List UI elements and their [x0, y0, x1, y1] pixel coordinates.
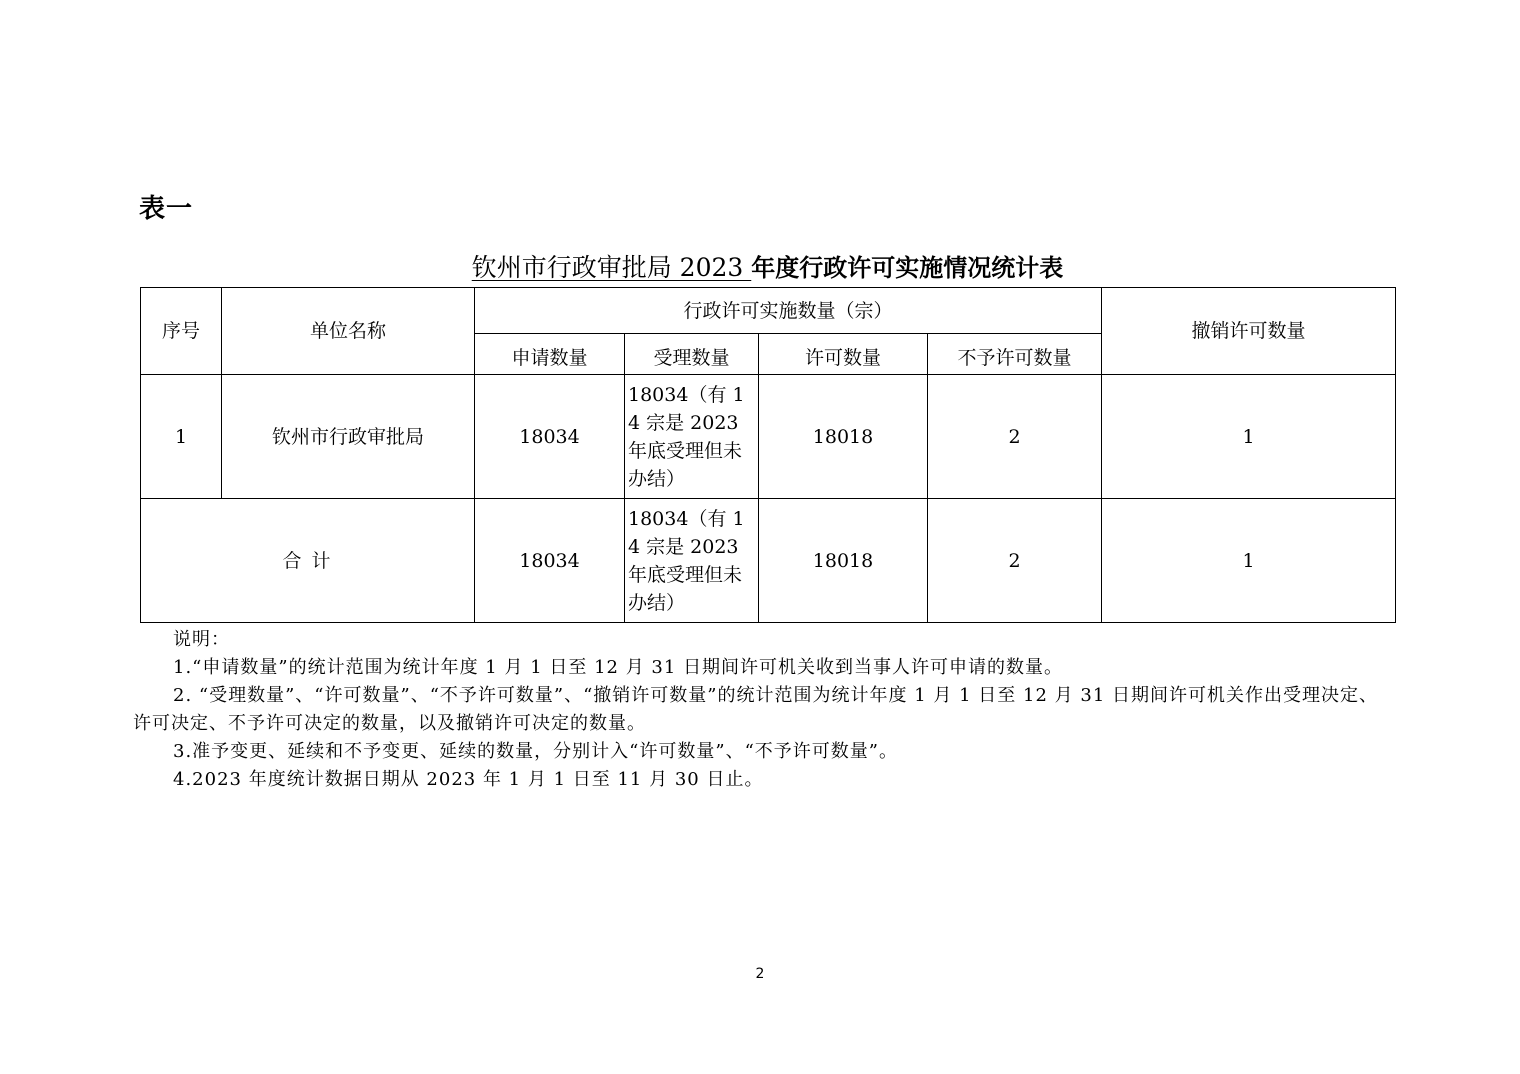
total-granted: 18018: [759, 499, 928, 623]
header-group: 行政许可实施数量（宗）: [475, 288, 1102, 334]
note-item: 4.2023 年度统计数据日期从 2023 年 1 月 1 日至 11 月 30 日止。: [173, 769, 764, 790]
header-accepted: 受理数量: [625, 334, 759, 375]
statistics-table: [140, 287, 1396, 623]
notes-section: [133, 626, 1395, 794]
header-applied: 申请数量: [475, 334, 625, 375]
row-denied: 2: [928, 375, 1102, 499]
total-applied: 18034: [475, 499, 625, 623]
note-item: 1.“申请数量”的统计范围为统计年度 1 月 1 日至 12 月 31 日期间许可机关收到当事人许可申请的数量。: [173, 657, 1064, 678]
header-denied: 不予许可数量: [928, 334, 1102, 375]
row-granted: 18018: [759, 375, 928, 499]
total-accepted-cell: [625, 499, 759, 623]
table-label: 表一: [139, 194, 194, 224]
header-unit-name: 单位名称: [222, 288, 475, 375]
total-revoked: 1: [1102, 499, 1396, 623]
total-accepted: 18034（有 14 宗是 2023 年底受理但未办结）: [628, 507, 745, 614]
page-title: [140, 250, 1395, 286]
page-number: 2: [755, 966, 765, 982]
note-item: 3.准予变更、延续和不予变更、延续的数量，分别计入“许可数量”、“不予许可数量”。: [173, 741, 898, 762]
notes-heading: 说明：: [173, 629, 230, 650]
total-denied: 2: [928, 499, 1102, 623]
row-unit-name: 钦州市行政审批局: [222, 375, 475, 499]
title-underlined-part: 钦州市行政审批局 2023: [471, 253, 752, 282]
row-revoked: 1: [1102, 375, 1396, 499]
table-row: [141, 375, 1396, 499]
note-item: 2. “受理数量”、“许可数量”、“不予许可数量”、“撤销许可数量”的统计范围为统计年度 1 月 1 日至 12 月 31 日期间许可机关作出受理决定、许可决定、不予许可决定的数量，以及撤销许可决定的数量。: [133, 685, 1378, 734]
header-seq: 序号: [141, 288, 222, 375]
total-row: [141, 499, 1396, 623]
row-seq: 1: [141, 375, 222, 499]
header-revoked: 撤销许可数量: [1102, 288, 1396, 375]
header-granted: 许可数量: [759, 334, 928, 375]
title-rest-part: 年度行政许可实施情况统计表: [751, 254, 1064, 282]
row-accepted-cell: [625, 375, 759, 499]
total-label: 合 计: [141, 499, 475, 623]
row-applied: 18034: [475, 375, 625, 499]
row-accepted: 18034（有 14 宗是 2023 年底受理但未办结）: [628, 383, 745, 490]
